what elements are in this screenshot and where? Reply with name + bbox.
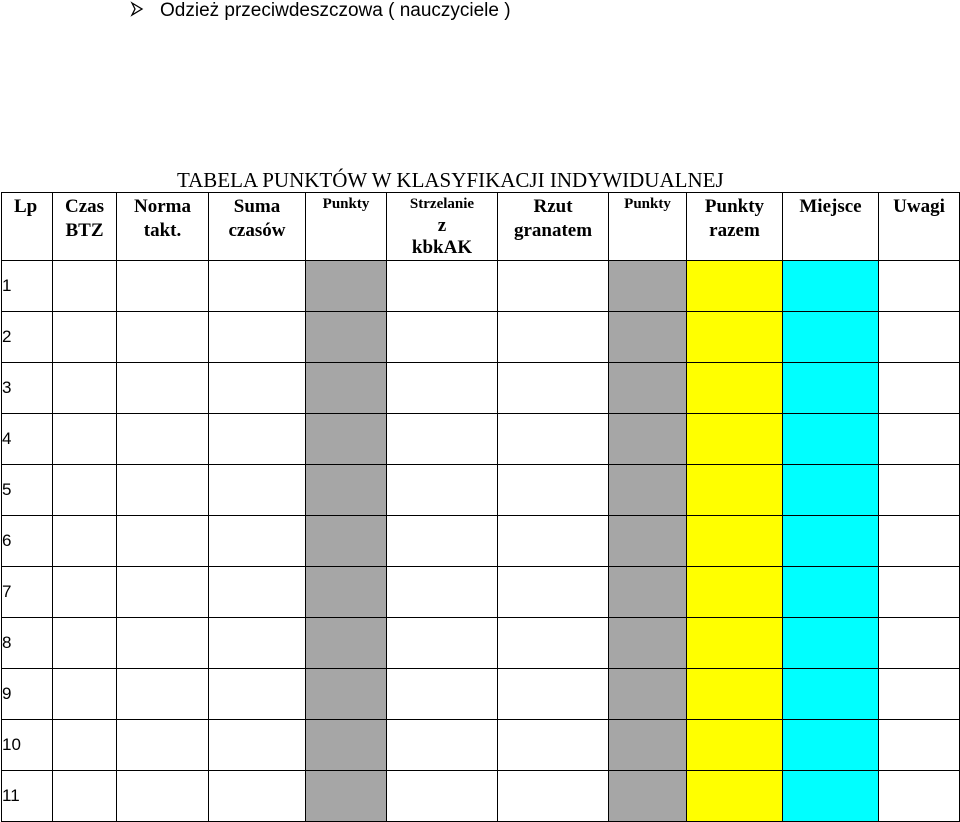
cell-uwagi <box>879 720 960 771</box>
cell-miejsce <box>783 618 879 669</box>
table-row <box>2 516 960 567</box>
cell-suma <box>209 414 306 465</box>
cell-czas-btz <box>53 414 117 465</box>
cell-miejsce <box>783 720 879 771</box>
cell-uwagi <box>879 618 960 669</box>
cell-punkty-razem <box>687 363 783 414</box>
cell-czas-btz <box>53 669 117 720</box>
cell-strzelanie <box>387 669 498 720</box>
cell-punkty-2 <box>609 312 687 363</box>
cell-uwagi <box>879 771 960 822</box>
row-number: 3 <box>2 363 53 414</box>
row-number: 2 <box>2 312 53 363</box>
cell-punkty-razem <box>687 720 783 771</box>
cell-czas-btz <box>53 516 117 567</box>
cell-norma <box>117 312 209 363</box>
table-row <box>2 771 960 822</box>
cell-punkty-1 <box>306 465 387 516</box>
row-number: 10 <box>2 720 53 771</box>
table-body <box>2 261 960 822</box>
cell-suma <box>209 567 306 618</box>
cell-strzelanie <box>387 465 498 516</box>
cell-miejsce <box>783 465 879 516</box>
header-strzelanie: Strzelanie z kbkAK <box>387 193 498 261</box>
cell-punkty-2 <box>609 363 687 414</box>
cell-strzelanie <box>387 261 498 312</box>
cell-strzelanie <box>387 363 498 414</box>
cell-norma <box>117 567 209 618</box>
cell-czas-btz <box>53 261 117 312</box>
classification-table <box>1 192 960 822</box>
table-row <box>2 312 960 363</box>
cell-rzut <box>498 618 609 669</box>
cell-punkty-1 <box>306 669 387 720</box>
cell-miejsce <box>783 414 879 465</box>
header-suma-czasow: Suma czasów <box>209 193 306 261</box>
cell-czas-btz <box>53 618 117 669</box>
header-miejsce: Miejsce <box>783 193 879 261</box>
cell-punkty-2 <box>609 669 687 720</box>
cell-punkty-razem <box>687 465 783 516</box>
cell-punkty-1 <box>306 363 387 414</box>
cell-punkty-2 <box>609 261 687 312</box>
cell-suma <box>209 516 306 567</box>
table-title: TABELA PUNKTÓW W KLASYFIKACJI INDYWIDUALNEJ <box>177 168 724 192</box>
cell-suma <box>209 618 306 669</box>
cell-punkty-razem <box>687 567 783 618</box>
table-row <box>2 414 960 465</box>
cell-uwagi <box>879 363 960 414</box>
cell-miejsce <box>783 312 879 363</box>
bullet-text: Odzież przeciwdeszczowa ( nauczyciele ) <box>160 0 511 21</box>
header-rzut-granatem: Rzut granatem <box>498 193 609 261</box>
header-norma: Norma takt. <box>117 193 209 261</box>
cell-punkty-razem <box>687 669 783 720</box>
cell-strzelanie <box>387 567 498 618</box>
cell-strzelanie <box>387 720 498 771</box>
row-number: 5 <box>2 465 53 516</box>
cell-czas-btz <box>53 720 117 771</box>
row-number: 1 <box>2 261 53 312</box>
cell-punkty-razem <box>687 771 783 822</box>
cell-norma <box>117 516 209 567</box>
cell-suma <box>209 465 306 516</box>
row-number: 11 <box>2 771 53 822</box>
cell-rzut <box>498 669 609 720</box>
cell-punkty-1 <box>306 771 387 822</box>
cell-norma <box>117 669 209 720</box>
cell-czas-btz <box>53 363 117 414</box>
cell-miejsce <box>783 363 879 414</box>
cell-rzut <box>498 414 609 465</box>
table-row <box>2 465 960 516</box>
cell-suma <box>209 669 306 720</box>
table-row <box>2 261 960 312</box>
cell-punkty-1 <box>306 516 387 567</box>
cell-uwagi <box>879 312 960 363</box>
cell-punkty-2 <box>609 465 687 516</box>
header-uwagi: Uwagi <box>879 193 960 261</box>
cell-norma <box>117 720 209 771</box>
cell-suma <box>209 771 306 822</box>
cell-punkty-1 <box>306 618 387 669</box>
cell-punkty-1 <box>306 720 387 771</box>
arrow-right-icon <box>130 1 160 22</box>
header-punkty-2: Punkty <box>609 193 687 261</box>
row-number: 6 <box>2 516 53 567</box>
cell-uwagi <box>879 516 960 567</box>
cell-suma <box>209 720 306 771</box>
bullet-item <box>130 0 511 22</box>
cell-rzut <box>498 312 609 363</box>
cell-miejsce <box>783 771 879 822</box>
cell-miejsce <box>783 567 879 618</box>
cell-uwagi <box>879 669 960 720</box>
cell-strzelanie <box>387 618 498 669</box>
cell-rzut <box>498 516 609 567</box>
table-row <box>2 363 960 414</box>
cell-czas-btz <box>53 312 117 363</box>
cell-strzelanie <box>387 516 498 567</box>
cell-suma <box>209 261 306 312</box>
cell-punkty-1 <box>306 414 387 465</box>
cell-norma <box>117 261 209 312</box>
cell-uwagi <box>879 261 960 312</box>
cell-czas-btz <box>53 771 117 822</box>
cell-miejsce <box>783 669 879 720</box>
row-number: 9 <box>2 669 53 720</box>
cell-rzut <box>498 720 609 771</box>
cell-rzut <box>498 567 609 618</box>
cell-norma <box>117 465 209 516</box>
cell-strzelanie <box>387 771 498 822</box>
table-row <box>2 669 960 720</box>
cell-suma <box>209 363 306 414</box>
cell-rzut <box>498 465 609 516</box>
cell-norma <box>117 363 209 414</box>
cell-punkty-1 <box>306 261 387 312</box>
cell-punkty-razem <box>687 618 783 669</box>
header-czas-btz: Czas BTZ <box>53 193 117 261</box>
cell-punkty-2 <box>609 567 687 618</box>
cell-norma <box>117 414 209 465</box>
cell-punkty-razem <box>687 516 783 567</box>
cell-czas-btz <box>53 465 117 516</box>
cell-punkty-2 <box>609 618 687 669</box>
cell-uwagi <box>879 465 960 516</box>
cell-uwagi <box>879 414 960 465</box>
cell-punkty-2 <box>609 414 687 465</box>
cell-miejsce <box>783 516 879 567</box>
cell-strzelanie <box>387 312 498 363</box>
row-number: 7 <box>2 567 53 618</box>
cell-rzut <box>498 261 609 312</box>
cell-punkty-razem <box>687 261 783 312</box>
cell-punkty-1 <box>306 312 387 363</box>
cell-norma <box>117 618 209 669</box>
cell-punkty-razem <box>687 312 783 363</box>
cell-punkty-2 <box>609 720 687 771</box>
header-punkty-1: Punkty <box>306 193 387 261</box>
table-row <box>2 618 960 669</box>
cell-norma <box>117 771 209 822</box>
cell-punkty-2 <box>609 516 687 567</box>
table-row <box>2 720 960 771</box>
cell-rzut <box>498 771 609 822</box>
cell-strzelanie <box>387 414 498 465</box>
row-number: 8 <box>2 618 53 669</box>
header-punkty-razem: Punkty razem <box>687 193 783 261</box>
cell-punkty-1 <box>306 567 387 618</box>
header-lp: Lp <box>2 193 53 261</box>
cell-punkty-razem <box>687 414 783 465</box>
cell-rzut <box>498 363 609 414</box>
cell-czas-btz <box>53 567 117 618</box>
cell-miejsce <box>783 261 879 312</box>
header-row <box>2 193 960 261</box>
cell-uwagi <box>879 567 960 618</box>
row-number: 4 <box>2 414 53 465</box>
table-row <box>2 567 960 618</box>
cell-suma <box>209 312 306 363</box>
cell-punkty-2 <box>609 771 687 822</box>
